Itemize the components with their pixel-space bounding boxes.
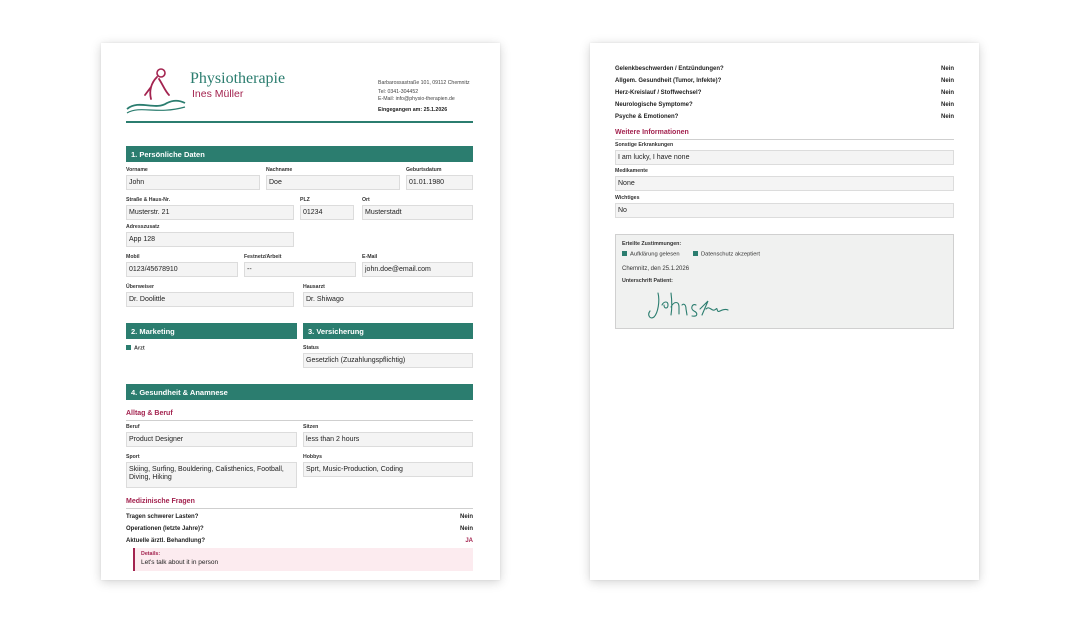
medical-questions-divider: [126, 508, 473, 509]
question-answer-yes: JA: [465, 538, 473, 544]
checkbox-checked-icon: [126, 345, 131, 350]
festnetz-field[interactable]: --: [244, 262, 356, 277]
alltag-subheading: Alltag & Beruf: [126, 410, 173, 417]
ueberweiser-field[interactable]: Dr. Doolittle: [126, 292, 294, 307]
adresszusatz-label: Adresszusatz: [126, 224, 160, 230]
email-label: E-Mail: [362, 254, 378, 260]
medikamente-label: Medikamente: [615, 168, 648, 174]
mobil-label: Mobil: [126, 254, 140, 260]
ort-field[interactable]: Musterstadt: [362, 205, 473, 220]
consent-place-date: Chemnitz, den 25.1.2026: [622, 266, 690, 272]
consent-box: [615, 234, 954, 329]
question-label: Allgem. Gesundheit (Tumor, Infekte)?: [615, 78, 722, 84]
question-answer: Nein: [940, 114, 954, 120]
strasse-label: Straße & Haus-Nr.: [126, 197, 171, 203]
practice-address: Barbarossastraße 101, 09112 Chemnitz: [378, 80, 470, 86]
form-page-2: [590, 43, 979, 580]
signature-label: Unterschrift Patient:: [622, 278, 673, 284]
question-label: Tragen schwerer Lasten?: [126, 514, 199, 520]
sonstige-label: Sonstige Erkrankungen: [615, 142, 674, 148]
mobil-field[interactable]: 0123/45678910: [126, 262, 238, 277]
marketing-option-label: Arzt: [134, 345, 145, 352]
hobbys-label: Hobbys: [303, 454, 323, 460]
weitere-info-subheading: Weitere Informationen: [615, 129, 689, 136]
geburtsdatum-field[interactable]: 01.01.1980: [406, 175, 473, 190]
details-label: Details:: [141, 551, 161, 557]
question-answer: Nein: [459, 526, 473, 532]
nachname-label: Nachname: [266, 167, 293, 173]
vorname-field[interactable]: John: [126, 175, 260, 190]
consent-title: Erteilte Zustimmungen:: [622, 241, 682, 247]
geburtsdatum-label: Geburtsdatum: [406, 167, 442, 173]
email-field[interactable]: john.doe@email.com: [362, 262, 473, 277]
question-answer: Nein: [459, 514, 473, 520]
hobbys-field[interactable]: Sprt, Music-Production, Coding: [303, 462, 473, 477]
question-label: Gelenkbeschwerden / Entzündungen?: [615, 66, 724, 72]
sport-field[interactable]: Skiing, Surfing, Bouldering, Calisthenics, Football, Diving, Hiking: [126, 462, 297, 488]
sitzen-label: Sitzen: [303, 424, 319, 430]
question-label: Psyche & Emotionen?: [615, 114, 679, 120]
question-label: Aktuelle ärztl. Behandlung?: [126, 538, 206, 544]
section-marketing-header: 2. Marketing: [126, 323, 297, 339]
beruf-label: Beruf: [126, 424, 140, 430]
brand-name: Ines Müller: [192, 88, 244, 100]
ueberweiser-label: Überweiser: [126, 284, 154, 290]
consent-item-label: Datenschutz akzeptiert: [701, 251, 760, 258]
section-insurance-header: 3. Versicherung: [303, 323, 473, 339]
question-label: Herz-Kreislauf / Stoffwechsel?: [615, 90, 702, 96]
consent-item-datenschutz: [693, 251, 760, 258]
weitere-info-divider: [615, 139, 954, 140]
question-answer: Nein: [940, 102, 954, 108]
hausarzt-label: Hausarzt: [303, 284, 325, 290]
checkbox-checked-icon: [693, 251, 698, 256]
question-label: Operationen (letzte Jahre)?: [126, 526, 204, 532]
medikamente-field[interactable]: None: [615, 176, 954, 191]
sitzen-field[interactable]: less than 2 hours: [303, 432, 473, 447]
plz-label: PLZ: [300, 197, 310, 203]
received-date: Eingegangen am: 25.1.2026: [378, 107, 448, 113]
section-health-header: 4. Gesundheit & Anamnese: [126, 384, 473, 400]
question-answer: Nein: [940, 90, 954, 96]
question-answer: Nein: [940, 78, 954, 84]
consent-item-label: Aufklärung gelesen: [630, 251, 680, 258]
plz-field[interactable]: 01234: [300, 205, 354, 220]
alltag-divider: [126, 420, 473, 421]
marketing-option-arzt[interactable]: [126, 345, 145, 352]
details-box: [133, 548, 473, 571]
section-personal-data-header: 1. Persönliche Daten: [126, 146, 473, 162]
practice-phone: Tel: 0341-304452: [378, 89, 419, 95]
question-label: Neurologische Symptome?: [615, 102, 693, 108]
brand-title: Physiotherapie: [190, 70, 286, 87]
hausarzt-field[interactable]: Dr. Shiwago: [303, 292, 473, 307]
question-answer: Nein: [940, 66, 954, 72]
header-divider: [126, 121, 473, 123]
sport-label: Sport: [126, 454, 140, 460]
status-field[interactable]: Gesetzlich (Zuzahlungspflichtig): [303, 353, 473, 368]
wichtiges-label: Wichtiges: [615, 195, 640, 201]
wichtiges-field[interactable]: No: [615, 203, 954, 218]
form-page-1: [101, 43, 500, 580]
physio-logo-icon: [125, 65, 187, 117]
patient-signature-icon: [644, 287, 730, 323]
sonstige-field[interactable]: I am lucky, I have none: [615, 150, 954, 165]
beruf-field[interactable]: Product Designer: [126, 432, 297, 447]
consent-item-aufklaerung: [622, 251, 680, 258]
adresszusatz-field[interactable]: App 128: [126, 232, 294, 247]
checkbox-checked-icon: [622, 251, 627, 256]
nachname-field[interactable]: Doe: [266, 175, 400, 190]
vorname-label: Vorname: [126, 167, 148, 173]
practice-email: E-Mail: info@physio-therapien.de: [378, 96, 455, 102]
status-label: Status: [303, 345, 319, 351]
ort-label: Ort: [362, 197, 370, 203]
festnetz-label: Festnetz/Arbeit: [244, 254, 282, 260]
medical-questions-subheading: Medizinische Fragen: [126, 498, 195, 505]
strasse-field[interactable]: Musterstr. 21: [126, 205, 294, 220]
details-value: Let's talk about it in person: [141, 559, 219, 566]
